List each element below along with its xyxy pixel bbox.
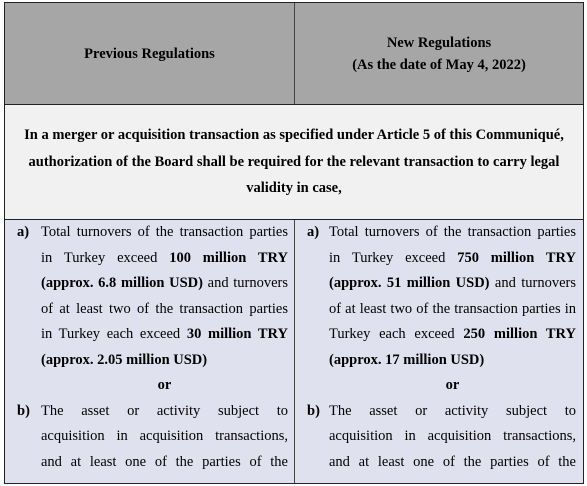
new-a-line-6 (329, 348, 576, 374)
previous-threshold-total: 100 million TRY (169, 249, 288, 266)
header-new-subtitle: (As the date of May 4, 2022) (352, 56, 526, 73)
previous-b-line-2: acquisition in acquisition transactions, (41, 428, 288, 444)
new-threshold-total-usd: (approx. 51 million USD) (329, 275, 490, 291)
previous-threshold-each: 30 million TRY (186, 326, 288, 342)
previous-b-line-3: and at least one of the parties of the (41, 453, 288, 470)
header-previous-regulations (5, 3, 294, 104)
previous-a-line-5: in Turkey each exceed 30 million TRY (41, 326, 288, 342)
new-b-line-1: The asset or activity subject to (329, 402, 576, 419)
item-a-marker: a) (17, 224, 30, 240)
previous-a-line-1: Total turnovers of the transaction parties (41, 224, 288, 240)
new-or-separator: or (445, 377, 460, 393)
table-header-row (5, 3, 583, 105)
item-b-marker: b) (17, 402, 30, 419)
header-previous-title: Previous Regulations (84, 45, 215, 62)
new-a-line-1: Total turnovers of the transaction parties (329, 224, 576, 240)
new-threshold-total: 750 million TRY (457, 249, 576, 266)
previous-a-line-4: of at least two of the transaction parties (41, 300, 288, 317)
new-a-line-3: (approx. 51 million USD) and turnovers (329, 275, 576, 291)
new-threshold-each-usd: (approx. 17 million USD) (329, 351, 485, 368)
intro-line-1: In a merger or acquisition transaction as specified under Article 5 of this Communiqué, (24, 127, 564, 144)
new-a-line-2: in Turkey exceed 750 million TRY (329, 249, 576, 266)
item-a-marker: a) (307, 224, 320, 240)
new-b-line-3: and at least one of the parties of the (329, 453, 576, 470)
previous-threshold-each-usd: (approx. 2.05 million USD) (41, 351, 208, 368)
previous-a-line-3: (approx. 6.8 million USD) and turnovers (41, 275, 288, 291)
merged-intro-row (5, 105, 583, 220)
previous-or-separator: or (157, 377, 172, 393)
intro-line-2: authorization of the Board shall be required for the relevant transaction to carry legal (28, 153, 560, 170)
header-new-regulations (295, 3, 583, 104)
item-b-marker: b) (307, 402, 320, 419)
previous-a-line-6 (41, 348, 288, 374)
new-threshold-each: 250 million TRY (463, 326, 576, 342)
previous-a-line-2: in Turkey exceed 100 million TRY (41, 249, 288, 266)
header-new-title: New Regulations (386, 34, 492, 51)
previous-b-line-1: The asset or activity subject to (41, 402, 288, 419)
intro-line-3: validity in case, (246, 180, 342, 197)
new-a-line-4: of at least two of the transaction parties in (329, 300, 576, 317)
body-column-divider (294, 220, 295, 483)
new-b-line-2: acquisition in acquisition transactions, (329, 428, 576, 444)
previous-threshold-total-usd: (approx. 6.8 million USD) (41, 275, 203, 291)
regulations-comparison-table (4, 2, 584, 484)
new-a-line-5: Turkey each exceed 250 million TRY (329, 326, 576, 342)
